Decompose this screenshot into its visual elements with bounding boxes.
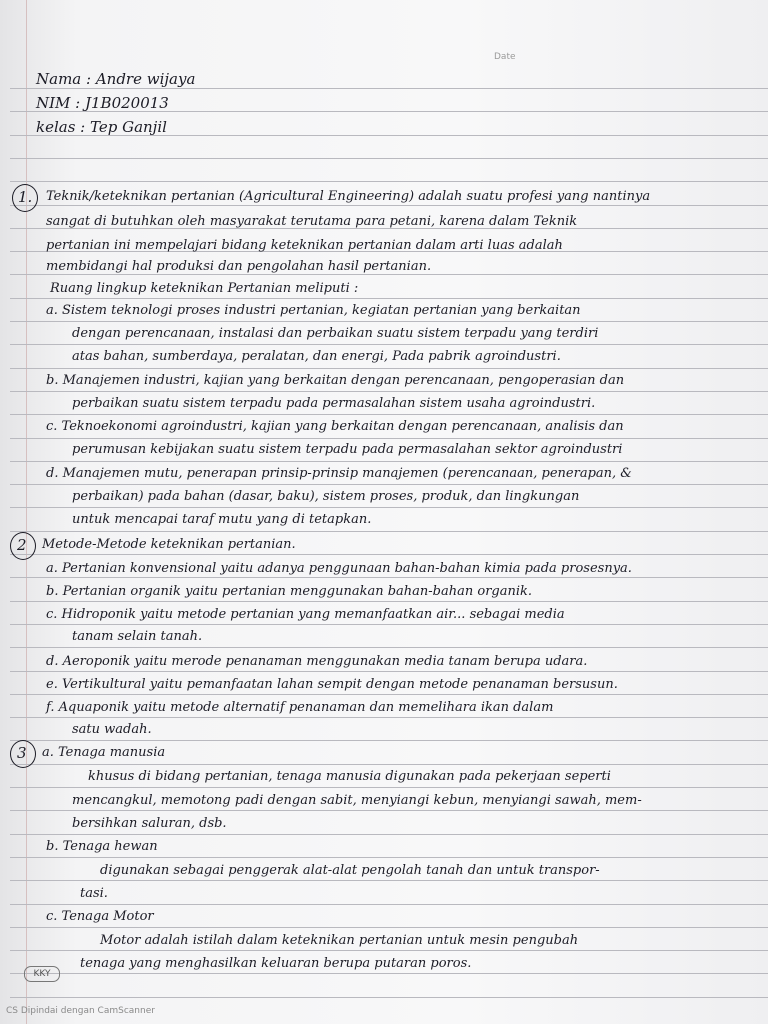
answer-1-line: sangat di butuhkan oleh masyarakat terutama para petani, karena dalam Teknik — [46, 214, 578, 229]
method-item-a: a. Pertanian konvensional yaitu adanya penggunaan bahan-bahan kimia pada prosesnya. — [46, 561, 632, 576]
scope-item-d: d. Manajemen mutu, penerapan prinsip-prinsip manajemen (perencanaan, penerapan, & — [46, 466, 632, 481]
scope-item-b-cont: perbaikan suatu sistem terpadu pada permasalahan sistem usaha agroindustri. — [72, 396, 596, 411]
method-item-d: d. Aeroponik yaitu merode penanaman menggunakan media tanam berupa udara. — [46, 654, 588, 669]
ruled-line — [10, 414, 768, 415]
ruled-line — [10, 857, 768, 858]
scope-item-d-cont: perbaikan) pada bahan (dasar, baku), sistem proses, produk, dan lingkungan — [72, 489, 580, 504]
ruled-line — [10, 880, 768, 881]
ruled-line — [10, 181, 768, 182]
method-item-e: e. Vertikultural yaitu pemanfaatan lahan sempit dengan metode penanaman bersusun. — [46, 677, 618, 692]
method-item-c: c. Hidroponik yaitu metode pertanian yang memanfaatkan air... sebagai media — [46, 607, 565, 622]
ruled-line — [10, 368, 768, 369]
ruled-line — [10, 344, 768, 345]
scope-item-a: a. Sistem teknologi proses industri pertanian, kegiatan pertanian yang berkaitan — [46, 303, 581, 318]
scope-heading: Ruang lingkup keteknikan Pertanian meliputi : — [50, 281, 359, 296]
ruled-line — [10, 438, 768, 439]
ruled-line — [10, 554, 768, 555]
margin-line — [26, 0, 27, 1024]
kky-badge: KKY — [24, 966, 60, 982]
answer-1-line: Teknik/keteknikan pertanian (Agricultural Engineering) adalah suatu profesi yang nantinya — [46, 189, 651, 204]
power-item-b-desc: digunakan sebagai penggerak alat-alat pengolah tanah dan untuk transpor- — [100, 863, 600, 878]
methods-heading: Metode-Metode keteknikan pertanian. — [42, 537, 296, 552]
ruled-line — [10, 997, 768, 998]
power-item-a-desc: khusus di bidang pertanian, tenaga manusia digunakan pada pekerjaan seperti — [88, 769, 611, 784]
ruled-line — [10, 298, 768, 299]
ruled-line — [10, 904, 768, 905]
ruled-line — [10, 740, 768, 741]
ruled-line — [10, 671, 768, 672]
ruled-line — [10, 531, 768, 532]
ruled-line — [10, 810, 768, 811]
camscanner-watermark: CS Dipindai dengan CamScanner — [6, 1006, 155, 1016]
ruled-line — [10, 461, 768, 462]
answer-1-line: pertanian ini mempelajari bidang keteknikan pertanian dalam arti luas adalah — [46, 238, 563, 253]
ruled-line — [10, 507, 768, 508]
kelas-line: kelas : Tep Ganjil — [36, 118, 167, 136]
answer-1-number: 1. — [18, 188, 33, 206]
ruled-line — [10, 950, 768, 951]
scope-item-d-cont: untuk mencapai taraf mutu yang di tetapkan. — [72, 512, 372, 527]
method-item-b: b. Pertanian organik yaitu pertanian menggunakan bahan-bahan organik. — [46, 584, 533, 599]
ruled-line — [10, 694, 768, 695]
ruled-line — [10, 927, 768, 928]
answer-3-number: 3 — [17, 744, 27, 762]
ruled-line — [10, 764, 768, 765]
answer-2-number: 2 — [17, 536, 27, 554]
ruled-line — [10, 787, 768, 788]
power-item-c: c. Tenaga Motor — [46, 909, 154, 924]
power-item-a: a. Tenaga manusia — [42, 745, 166, 760]
method-item-f: f. Aquaponik yaitu metode alternatif penanaman dan memelihara ikan dalam — [46, 700, 554, 715]
power-item-b-desc: tasi. — [80, 886, 108, 901]
ruled-line — [10, 834, 768, 835]
scope-item-c: c. Teknoekonomi agroindustri, kajian yang berkaitan dengan perencanaan, analisis dan — [46, 419, 624, 434]
ruled-line — [10, 601, 768, 602]
ruled-line — [10, 484, 768, 485]
scope-item-a-cont: dengan perencanaan, instalasi dan perbaikan suatu sistem terpadu yang terdiri — [72, 326, 599, 341]
method-item-f-cont: satu wadah. — [72, 722, 152, 737]
scope-item-a-cont: atas bahan, sumberdaya, peralatan, dan energi, Pada pabrik agroindustri. — [72, 349, 561, 364]
ruled-line — [10, 321, 768, 322]
nim-line: NIM : J1B020013 — [36, 94, 169, 112]
date-label: Date — [494, 52, 516, 62]
nama-line: Nama : Andre wijaya — [36, 70, 196, 88]
power-item-c-desc: tenaga yang menghasilkan keluaran berupa putaran poros. — [80, 956, 472, 971]
power-item-c-desc: Motor adalah istilah dalam keteknikan pertanian untuk mesin pengubah — [100, 933, 579, 948]
ruled-line — [10, 624, 768, 625]
ruled-line — [10, 647, 768, 648]
ruled-line — [10, 88, 768, 89]
scope-item-b: b. Manajemen industri, kajian yang berkaitan dengan perencanaan, pengoperasian dan — [46, 373, 625, 388]
ruled-line — [10, 717, 768, 718]
scope-item-c-cont: perumusan kebijakan suatu sistem terpadu pada permasalahan sektor agroindustri — [72, 442, 623, 457]
power-item-a-desc: bersihkan saluran, dsb. — [72, 816, 227, 831]
ruled-line — [10, 391, 768, 392]
power-item-b: b. Tenaga hewan — [46, 839, 158, 854]
ruled-line — [10, 158, 768, 159]
method-item-c-cont: tanam selain tanah. — [72, 629, 203, 644]
power-item-a-desc: mencangkul, memotong padi dengan sabit, menyiangi kebun, menyiangi sawah, mem- — [72, 793, 642, 808]
answer-1-line: membidangi hal produksi dan pengolahan hasil pertanian. — [46, 259, 432, 274]
ruled-line — [10, 973, 768, 974]
